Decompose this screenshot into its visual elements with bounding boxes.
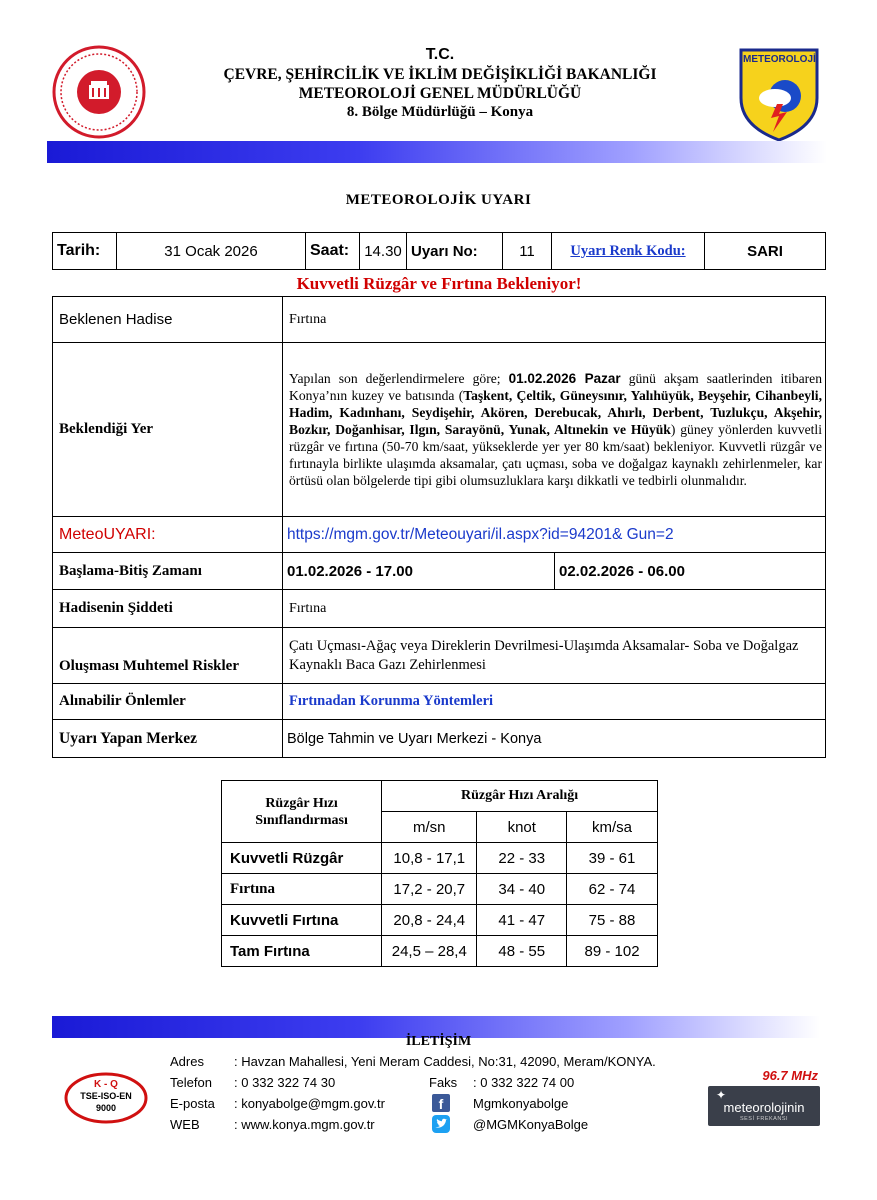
radio-frequency: 96.7 MHz xyxy=(762,1068,818,1083)
wind-classification-table xyxy=(221,780,658,967)
tse-logo-line3: 9000 xyxy=(95,1103,117,1113)
expected-place-label: Beklendiği Yer xyxy=(53,343,283,517)
severity-label: Hadisenin Şiddeti xyxy=(53,590,283,628)
twitter-icon[interactable] xyxy=(432,1115,450,1133)
wind-class-header: Rüzgâr Hızı Sınıflandırması xyxy=(222,781,382,843)
info-row xyxy=(52,232,826,270)
measures-cell[interactable] xyxy=(283,684,826,720)
header-ministry: ÇEVRE, ŞEHİRCİLİK VE İKLİM DEĞİŞİKLİĞİ BAKANLIĞI xyxy=(223,66,657,83)
wind-row-ms: 20,8 - 24,4 xyxy=(382,905,477,936)
wind-row-knot: 22 - 33 xyxy=(477,843,567,874)
time-label: Saat: xyxy=(306,233,360,270)
risks-value: Çatı Uçması-Ağaç veya Direklerin Devrilmesi-Ulaşımda Aksamalar- Soba ve Doğalgaz Kaynaklı Baca Gazı Zehirlenmesi xyxy=(283,628,826,684)
email-link[interactable]: : konyabolge@mgm.gov.tr xyxy=(234,1096,385,1111)
contact-block xyxy=(170,1054,710,1144)
wind-row-kmh: 39 - 61 xyxy=(567,843,658,874)
meteouyari-label: MeteoUYARI: xyxy=(53,517,283,553)
radio-badge xyxy=(708,1086,820,1126)
header-regional: 8. Bölge Müdürlüğü – Konya xyxy=(346,104,534,120)
place-text-2: günü akşam saatlerinden itibaren Konya’nın kuzey ve batısında ( xyxy=(289,371,823,403)
expected-event-value: Fırtına xyxy=(283,297,826,343)
date-value: 31 Ocak 2026 xyxy=(117,233,306,270)
web-label: WEB xyxy=(170,1117,200,1132)
expected-place-value xyxy=(283,343,826,517)
facebook-handle[interactable]: Mgmkonyabolge xyxy=(473,1096,569,1111)
center-value: Bölge Tahmin ve Uyarı Merkezi - Konya xyxy=(283,720,826,758)
radio-subtitle: SESİ FREKANSI xyxy=(739,1116,789,1122)
end-value: 02.02.2026 - 06.00 xyxy=(559,562,685,580)
color-code-link[interactable]: Uyarı Renk Kodu: xyxy=(570,242,686,259)
measures-label: Alınabilir Önlemler xyxy=(53,684,283,720)
facebook-icon[interactable]: f xyxy=(432,1094,450,1112)
wind-row-knot: 34 - 40 xyxy=(477,874,567,905)
wind-row-kmh: 75 - 88 xyxy=(567,905,658,936)
phone-label: Telefon xyxy=(170,1075,212,1090)
start-end-cell xyxy=(283,553,826,590)
wind-row-label: Fırtına xyxy=(222,874,382,905)
warning-no-value: 11 xyxy=(503,233,552,270)
meteouyari-cell[interactable] xyxy=(283,517,826,553)
meteoroloji-logo xyxy=(737,46,821,142)
place-text-1: Yapılan son değerlendirmelere göre; xyxy=(289,371,509,386)
measures-link[interactable]: Fırtınadan Korunma Yöntemleri xyxy=(289,693,494,709)
color-code-value: SARI xyxy=(705,233,826,270)
place-text-3: ) güney yönlerden kuvvetli rüzgâr ve fırtına (50-70 km/saat, yükseklerde yer yer 80 km/saat) bekleniyor. Kuvvetli rüzgâr ve fırtınayla birlikte ulaşımda aksamalar, çatı uçması, soba ve doğalgaz kaynaklı zehirlenmeler, kar örtüsü olan bölgelerde tipi gibi olumsuzluklara karşı dikkatli ve tedbirli olunmalıdır. xyxy=(289,422,822,488)
web-link[interactable]: : www.konya.mgm.gov.tr xyxy=(234,1117,375,1132)
header-bar xyxy=(47,141,827,163)
wind-row-knot: 48 - 55 xyxy=(477,936,567,967)
wind-row-knot: 41 - 47 xyxy=(477,905,567,936)
doc-title: METEOROLOJİK UYARI xyxy=(345,192,532,208)
wind-row-kmh: 62 - 74 xyxy=(567,874,658,905)
expected-event-label: Beklenen Hadise xyxy=(53,297,283,343)
address-value: : Havzan Mahallesi, Yeni Meram Caddesi, No:31, 42090, Meram/KONYA. xyxy=(234,1054,656,1069)
place-districts: Taşkent, Çeltik, Güneysınır, Yalıhüyük, Beyşehir, Cihanbeyli, Hadim, Kadınhanı, Seydişehir, Akören, Derebucak, Ahırlı, Derbent, Tuzlukçu, Akşehir, Bozkır, Doğanhisar, Ilgın, Sarayönü, Yunak, Altınekin ve Hüyük xyxy=(289,388,822,437)
ministry-logo xyxy=(52,45,146,139)
radio-name: meteorolojinin xyxy=(723,1100,805,1115)
star-icon: ✦ xyxy=(716,1088,727,1102)
meteouyari-link[interactable]: https://mgm.gov.tr/Meteouyari/il.aspx?id=94201& Gun=2 xyxy=(287,525,674,543)
place-date: 01.02.2026 Pazar xyxy=(508,371,621,386)
address-label: Adres xyxy=(170,1054,204,1069)
risks-label: Oluşması Muhtemel Riskler xyxy=(53,628,283,684)
tse-logo xyxy=(64,1072,148,1124)
wind-row-kmh: 89 - 102 xyxy=(567,936,658,967)
radio-logo xyxy=(708,1068,820,1128)
wind-row-ms: 24,5 – 28,4 xyxy=(382,936,477,967)
unit-kmh: km/sa xyxy=(567,812,658,843)
header-directorate: METEOROLOJİ GENEL MÜDÜRLÜĞÜ xyxy=(298,85,582,102)
email-label: E-posta xyxy=(170,1096,215,1111)
headline-text: Kuvvetli Rüzgâr ve Fırtına Bekleniyor! xyxy=(296,274,582,293)
center-label: Uyarı Yapan Merkez xyxy=(53,720,283,758)
wind-row-label: Tam Fırtına xyxy=(222,936,382,967)
wind-row-label: Kuvvetli Fırtına xyxy=(222,905,382,936)
time-value: 14.30 xyxy=(360,233,407,270)
wind-row-label: Kuvvetli Rüzgâr xyxy=(222,843,382,874)
wind-row-ms: 17,2 - 20,7 xyxy=(382,874,477,905)
phone-value: : 0 332 322 74 30 xyxy=(234,1075,336,1090)
tse-logo-line2: TSE-ISO-EN xyxy=(80,1091,132,1101)
headline xyxy=(52,274,826,294)
date-label: Tarih: xyxy=(53,233,117,270)
meteoroloji-logo-text: METEOROLOJİ xyxy=(743,54,816,65)
tse-logo-line1: K - Q xyxy=(94,1079,118,1090)
color-code-label[interactable] xyxy=(552,233,705,270)
unit-ms: m/sn xyxy=(382,812,477,843)
start-end-label: Başlama-Bitiş Zamanı xyxy=(53,553,283,590)
start-value: 01.02.2026 - 17.00 xyxy=(283,553,555,589)
fax-label: Faks xyxy=(429,1075,458,1090)
twitter-handle[interactable]: @MGMKonyaBolge xyxy=(473,1117,589,1132)
warning-no-label: Uyarı No: xyxy=(407,233,503,270)
header-text xyxy=(150,46,730,121)
warning-details-table xyxy=(52,296,826,758)
wind-range-header: Rüzgâr Hızı Aralığı xyxy=(382,781,658,812)
footer-title: İLETİŞİM xyxy=(405,1034,472,1049)
wind-row-ms: 10,8 - 17,1 xyxy=(382,843,477,874)
fax-value: : 0 332 322 74 00 xyxy=(473,1075,575,1090)
severity-value: Fırtına xyxy=(283,590,826,628)
header-tc: T.C. xyxy=(425,46,455,63)
unit-knot: knot xyxy=(477,812,567,843)
